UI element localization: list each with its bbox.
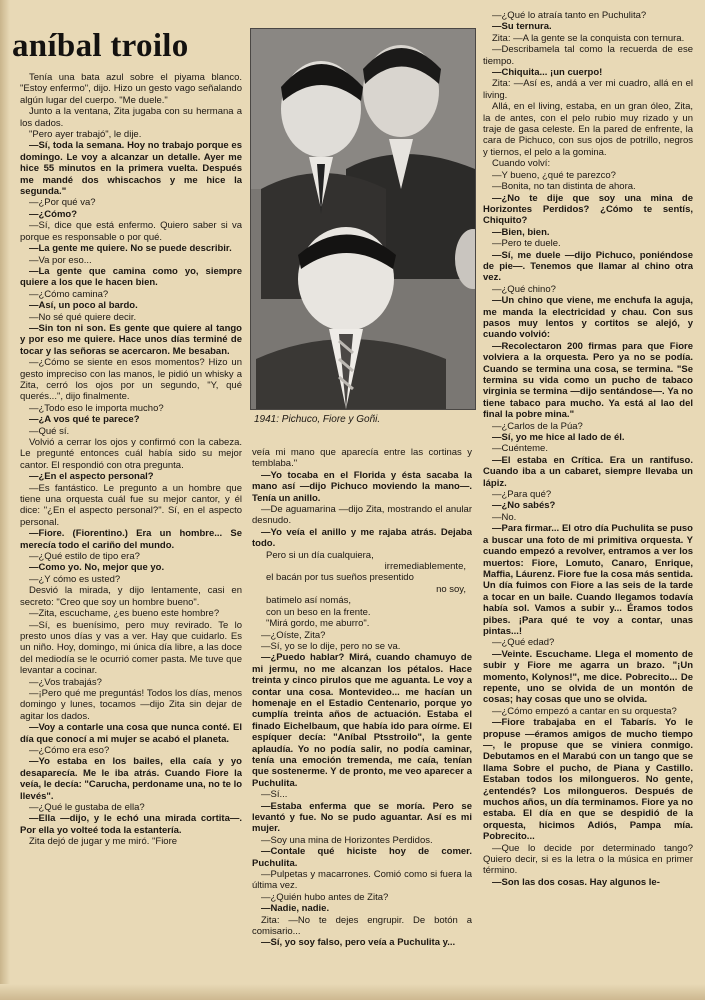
paragraph: —No sé qué quiere decir. [29, 311, 137, 323]
paragraph: Junto a la ventana, Zita jugaba con su hermana a los dados. [20, 106, 242, 129]
paragraph: —Va por eso... [29, 254, 92, 266]
paragraph: —Sí, yo soy falso, pero veía a Puchulita y... [261, 937, 456, 949]
paragraph: —Ella —dijo, y le echó una mirada cortita—. Por ella yo volteé toda la estantería. [20, 813, 242, 836]
paragraph: —Sí... [261, 789, 288, 801]
paragraph: —Es fantástico. Le pregunto a un hombre que tiene una orquesta cuál fue su mejor cantor, y él dice: "¿En el aspecto personal?". Sí, en el aspecto personal. [20, 482, 242, 528]
paragraph: —Cuénteme. [492, 443, 548, 455]
paragraph: —¿Vos trabajás? [29, 676, 102, 688]
paragraph: Zita: —No te dejes engrupir. De botón a comisario... [252, 914, 472, 938]
paragraph: —Nadie, nadie. [261, 903, 330, 915]
paragraph: —Pero te duele. [492, 238, 561, 250]
photo-caption: 1941: Pichuco, Fiore y Goñi. [254, 414, 381, 425]
verse-line: "Mirá gordo, me aburro". [266, 618, 370, 630]
paragraph: —¿Puedo hablar? Mirá, cuando chamuyo de mi jermu, no me alcanzan los pétalos. Hace treinta y cinco pirulos que me aguanta. Le voy a contar una cosa. Montevideo... me hacían un homenaje en el Estadio Centenario, porque yo cumplía treinta años de actuación. Estaba el finado Eichelbaum, que había ido para oírme. El espíquer decía: "Aníbal Ptsstroilo", la gente aplaudía. Yo no podía salir, no podía caminar, tenía una emoción tremenda, me caía, tenían que sostenerme. Y de pronto, me veo aparecer a Puchulita. [252, 652, 472, 789]
paragraph: —Yo tocaba en el Florida y ésta sacaba la mano así —dijo Pichuco moviendo la mano—. Tenía un anillo. [252, 469, 472, 504]
verse-line: no soy, [436, 583, 466, 595]
paragraph: —No. [492, 511, 517, 523]
paragraph: Allá, en el living, estaba, en un gran óleo, Zita, la de antes, con el pelo rubio muy rizado y un traje de gasa celeste. En la pared de enfrente, la cara de Pichuco, con sus ojos de potrillo, negros y tiernos, el pelo a la gomina. [483, 101, 693, 158]
paragraph: —¿Para qué? [492, 489, 552, 501]
paragraph: —Como yo. No, mejor que yo. [29, 562, 165, 574]
paragraph: —Sí, yo me hice al lado de él. [492, 432, 625, 444]
verse-line: el bacán por tus sueños presentido [266, 572, 414, 584]
paragraph: "Pero ayer trabajó", le dije. [29, 129, 142, 141]
paragraph: —Son las dos cosas. Hay algunos le- [492, 876, 660, 888]
paragraph: —Un chino que viene, me enchufa la aguja, me manda la electricidad y chau. Con sus pasos muy lentos y cortitos se alejó, y cuando volvió: [483, 295, 693, 341]
paragraph: —Describamela tal como la recuerda de ese tiempo. [483, 44, 693, 67]
paragraph: —De aguamarina —dijo Zita, mostrando el anular desnudo. [252, 504, 472, 527]
paragraph: —Sí, me duele —dijo Pichuco, poniéndose de pie—. Tenemos que llamar al chino otra vez. [483, 249, 693, 284]
paragraph: —¿Qué edad? [492, 637, 555, 649]
paragraph: —Fiore. (Fiorentino.) Era un hombre... Se merecía todo el cariño del mundo. [20, 528, 242, 551]
paragraph: —El estaba en Crítica. Era un rantifuso. Cuando iba a un cabaret, siempre llevaba un lápiz. [483, 454, 693, 489]
column-1 [20, 72, 242, 990]
paragraph: —¿No te dije que soy una mina de Horizontes Perdidos? ¿Cómo te sentís, Chiquito? [483, 192, 693, 227]
paragraph: —¿Qué chino? [492, 283, 556, 295]
paragraph: —Que lo decide por determinado tango? Quiero decir, si es la letra o la música en primer término. [483, 842, 693, 877]
paragraph: —Su ternura. [492, 21, 552, 33]
paragraph: —La gente que camina como yo, siempre quiere a los que le hacen bien. [20, 265, 242, 289]
paragraph: —Yo estaba en los bailes, ella caía y yo desaparecía. Me le iba atrás. Cuando Fiore la veía, le decía: "Carucha, perdoname una, no te lo llevés". [20, 756, 242, 802]
verse-line: con un beso en la frente. [266, 606, 371, 618]
paragraph: —¿Qué lo atraía tanto en Puchulita? [492, 10, 647, 21]
paragraph: —Zita, escuchame, ¿es bueno este hombre? [29, 608, 220, 620]
paragraph: —¿Qué le gustaba de ella? [29, 802, 145, 813]
photo [250, 28, 476, 410]
paragraph: —¿A vos qué te parece? [29, 414, 140, 426]
article-title: aníbal troilo [12, 28, 189, 64]
paragraph: —¡Pero qué me preguntás! Todos los días, menos domingo y lunes, tocamos —dijo Zita sin dejar de agitar los dados. [20, 687, 242, 722]
paragraph: —Y bueno, ¿qué te parezco? [492, 169, 616, 181]
column-2 [252, 447, 472, 992]
paragraph: —Veinte. Escuchame. Llega el momento de subir y Fiore me agarra un brazo. "¡Un momento, Kolynos!", me dice. Pobrecito... De repente, uno se olvida de un montón de cosas; hay cosas que uno se olvida. [483, 648, 693, 706]
paragraph: —¿Cómo camina? [29, 288, 109, 300]
paragraph: Desvió la mirada, y dijo lentamente, casi en secreto: "Creo que soy un hombre bueno". [20, 585, 242, 608]
paragraph: —Bien, bien. [492, 226, 550, 238]
paragraph: —Sí, yo se lo dije, pero no se va. [261, 640, 401, 652]
paragraph: Cuando volví: [492, 158, 551, 170]
paragraph: —¿Carlos de la Púa? [492, 420, 583, 432]
paragraph: Zita: —Así es, andá a ver mi cuadro, allá en el living. [483, 78, 693, 101]
paragraph: —¿Todo eso le importa mucho? [29, 402, 164, 414]
paragraph: veía mi mano que aparecía entre las cortinas y temblaba." [252, 447, 472, 470]
paragraph: —¿Cómo empezó a cantar en su orquesta? [492, 705, 677, 717]
paragraph: Zita dejó de jugar y me miró. "Fiore [29, 836, 178, 848]
paragraph: —La gente me quiere. No se puede describir. [29, 243, 232, 255]
paragraph: —Voy a contarle una cosa que nunca conté. El día que conocí a mi mujer se acabó el planeta. [20, 722, 242, 745]
paragraph: —¿Oíste, Zita? [261, 629, 326, 641]
paragraph: —Chiquita... ¡un cuerpo! [492, 67, 603, 79]
verse-line: irremediablemente, [384, 561, 466, 573]
paragraph: —Qué sí. [29, 425, 70, 437]
verse-line: batimelo así nomás, [266, 595, 352, 607]
paragraph: Volvió a cerrar los ojos y confirmó con la cabeza. Le pregunté entonces cuál había sido su mejor cantor. El respondió con otra pregunta. [20, 437, 242, 471]
paragraph: —¿Por qué va? [29, 197, 96, 209]
paragraph: —Sí, toda la semana. Hoy no trabajo porque es domingo. Le voy a alcanzar un detalle. Ayer me hice 55 minutos en la primera vuelta. Después me mandé dos whiscachos y me hice la segunda." [20, 140, 242, 198]
paragraph: —¿No sabés? [492, 500, 556, 512]
paragraph: —Sí, es buenísimo, pero muy revirado. Te lo presto unos días y vas a ver. Hay que cuidarlo. Es un niño. Hoy, domingo, mi única día libre, a las doce del mediodía se le ocurrió comer pasta. Me tuve que levantar a cocinar. [20, 619, 242, 677]
paragraph: —¿Y cómo es usted? [29, 573, 121, 585]
paragraph: —Así, un poco al bardo. [29, 300, 138, 312]
paragraph: —¿Quién hubo antes de Zita? [261, 891, 389, 903]
paragraph: —¿Cómo? [29, 208, 78, 220]
paragraph: —Bonita, no tan distinta de ahora. [492, 181, 636, 193]
paragraph: —Pulpetas y macarrones. Comió como si fuera la última vez. [252, 869, 472, 892]
paragraph: —Yo veía el anillo y me rajaba atrás. Dejaba todo. [252, 526, 472, 550]
paragraph: —Estaba enferma que se moría. Pero se levantó y fue. No se pudo aguantar. Así es mi mujer. [252, 800, 472, 835]
paragraph: —¿Cómo se siente en esos momentos? Hizo un gesto impreciso con las manos, le pidió un whisky a Zita, cerró los ojos por un segundo, "Y, qué querés...", dijo finalmente. [20, 357, 242, 403]
paragraph: Zita: —A la gente se la conquista con ternura. [492, 32, 685, 44]
paragraph: —¿Qué estilo de tipo era? [29, 551, 140, 563]
paragraph: —Contale qué hiciste hoy de comer. Puchulita. [252, 846, 472, 869]
paragraph: —Soy una mina de Horizontes Perdidos. [261, 834, 433, 846]
paragraph: —Fiore trabajaba en el Tabarís. Yo le propuse —éramos amigos de mucho tiempo—, le propuse que se viniera conmigo. Debutamos en el Marabú con un tango que se llama Sobre el pucho, de Piana y Castillo. Estaban todos los milongueros. No gente, ¿entendés? Los milongueros. Después de muchos años, un día terminamos. Fiore ya no estaba. El día en que se despidió de la orquesta, hicimos Adiós, Pampa mía. Pobrecito... [483, 717, 693, 843]
verse-line: Pero si un día cualquiera, [266, 549, 374, 561]
page-edge [0, 0, 10, 1000]
paragraph: —Recolectaron 200 firmas para que Fiore volviera a la orquesta. Pero ya no se podía. Cuando se termina una cosa, se termina. "Se termina su vida como un pucho de tabaco virginia se termina —dijo sentándose—. Ya no tiene tabaco para mucho. Ya está al lao del final la pobre mina." [483, 340, 693, 421]
paragraph: —¿En el aspecto personal? [29, 471, 154, 483]
page-edge [0, 984, 705, 1000]
photo-icon [251, 29, 475, 409]
paragraph: Tenía una bata azul sobre el piyama blanco. "Estoy enfermo", dijo. Hizo un gesto vago señalando algún lugar del cuerpo. "Me duele." [20, 72, 242, 106]
paragraph: —Para firmar... El otro día Puchulita se puso a buscar una foto de mi primitiva orquesta. Y cuando empezó a revolver, entramos a ver los muertos: Fiore, Lomuto, Canaro, Enrique, Maffia, Láurenz. Fiore fue la cosa más sentida. Un día fuimos con Fiore a las seis de la tarde a tocar en un baile. Cuando llegamos todavía había sol. Vamos a subir y... Éramos todos pibes. ¡Para qué te voy a contar, unas pintas...! [483, 523, 693, 637]
paragraph: —Sin ton ni son. Es gente que quiere al tango y por eso me quiere. Hace unos días terminé de tocar y las señoras se acercaron. Me besaban. [20, 322, 242, 357]
paragraph: —Sí, dice que está enfermo. Quiero saber si va porque es responsable o por qué. [20, 220, 242, 243]
paragraph: —¿Cómo era eso? [29, 744, 110, 756]
column-3 [483, 10, 693, 995]
